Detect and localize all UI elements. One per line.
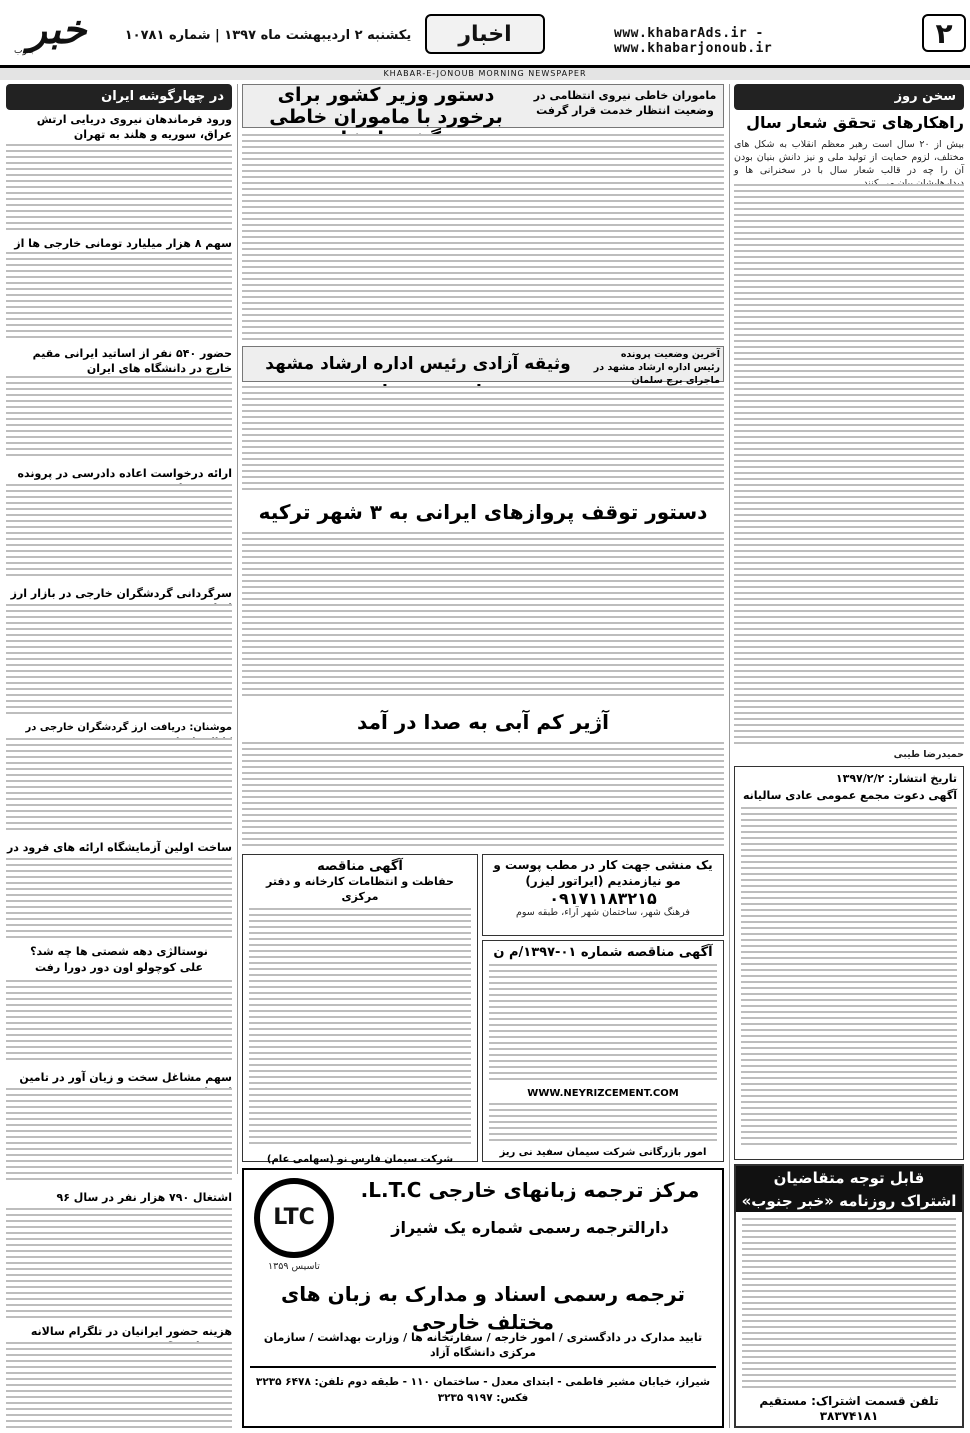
story2-body [242, 386, 724, 494]
ad-neyriz-text-2 [489, 1103, 717, 1143]
ad-secretary-phone: ۰۹۱۷۱۱۸۳۲۱۵ [549, 889, 657, 908]
strip-banner: KHABAR-E-JONOUB MORNING NEWSPAPER [0, 68, 970, 80]
meeting-notice [734, 766, 964, 1160]
ltc-line: تایید مدارک در دادگستری / امور خارجه / سفارتخانه ها / وزارت بهداشت / سازمان مرکزی دانشگاه آزاد [263, 1331, 703, 1359]
ad-neyriz-company: امور بازرگانی شرکت سیمان سفید نی ریز [499, 1147, 707, 1158]
meeting-title: آگهی دعوت مجمع عمومی عادی سالیانه [742, 789, 957, 802]
ltc-subtitle: دارالترجمه رسمی شماره یک شیراز [391, 1218, 669, 1237]
subscription-subtitle: اشتراک روزنامه «خبر جنوب» [736, 1190, 962, 1212]
ad-fars-company: شرکت سیمان فارس نو (سهامی عام) [266, 1154, 454, 1165]
section-title: اخبار [425, 14, 545, 54]
column-divider-right [729, 84, 730, 1428]
left-item-11-body [6, 1208, 232, 1318]
column-divider-left [237, 84, 238, 1174]
newspaper-logo: خبر [27, 6, 87, 53]
ltc-logo: LTC [254, 1178, 334, 1258]
left-item-4-body [6, 484, 232, 580]
ad-neyriz-tender [482, 940, 724, 1162]
left-item-3: حضور ۵۴۰ نفر از اساتید ایرانی مقیم خارج در دانشگاه های ایران [32, 347, 232, 375]
story1-body [242, 134, 724, 342]
story3-title: دستور توقف پروازهای ایرانی به ۳ شهر ترکیه [258, 500, 708, 524]
subscription-title: قابل توجه متقاضیان [736, 1166, 962, 1190]
ltc-address: شیراز، خیابان مشیر فاطمی - ابتدای معدل - ساختمان ۱۱۰ - طبقه دوم تلفن: ۶۴۷۸ ۳۲۳۵ فکس: ۹۱۹۷ ۳۲۳۵ [255, 1376, 711, 1404]
left-item-10-body [6, 1088, 232, 1184]
ltc-title: مرکز ترجمه زبانهای خارجی L.T.C. [360, 1178, 700, 1202]
ad-secretary [482, 854, 724, 936]
left-item-11: اشتغال ۷۹۰ هزار نفر در سال ۹۶ [56, 1191, 232, 1204]
issue-date: یکشنبه ۲ اردیبهشت ماه ۱۳۹۷ | شماره ۱۰۷۸۱ [124, 28, 412, 43]
subscription-box [734, 1164, 964, 1428]
editorial-body [734, 184, 964, 744]
left-item-5: سرگردانی گردشگران خارجی در بازار ارز [10, 587, 232, 600]
story2-kicker: آخرین وضعیت پرونده رئیس اداره ارشاد مشهد در ماجرای برج سلمان [593, 349, 720, 386]
editorial-author: حمیدرضا طیبی [893, 749, 964, 760]
ad-fars-text [249, 908, 471, 1148]
page-number: ۲ [922, 14, 966, 52]
left-item-12: هزینه حضور ایرانیان در تلگرام سالانه [30, 1325, 232, 1338]
left-item-2: سهم ۸ هزار میلیارد تومانی خارجی ها از [14, 237, 232, 250]
story4-body [242, 742, 724, 850]
ad-fars-tender [242, 854, 478, 1165]
ad-neyriz-site[interactable]: WWW.NEYRIZCEMENT.COM [527, 1088, 679, 1099]
left-item-9-body [6, 980, 232, 1064]
left-item-7-body [6, 858, 232, 938]
left-item-1: ورود فرماندهان نیروی دریایی ارتش عراق، سوریه و هلند به تهران [36, 113, 232, 141]
ad-ltc [242, 1168, 724, 1428]
left-item-4: ارائه درخواست اعاده دادرسی در پرونده [17, 467, 232, 480]
site-urls[interactable]: www.khabarAds.ir - www.khabarjonoub.ir [614, 26, 773, 56]
around-iran-label: در چهارگوشه ایران [6, 84, 232, 110]
newspaper-logo-sub: جنوب [14, 46, 36, 56]
story2-title: وثیقه آزادی رئیس اداره ارشاد مشهد [265, 354, 571, 374]
left-item-2-body [6, 252, 232, 340]
left-item-6: موشنان: دریافت ارز گردشگران خارجی در [25, 722, 232, 733]
left-item-5-body [6, 604, 232, 714]
story1-title: دستور وزیر کشور برای برخورد با ماموران خاطی [269, 84, 503, 128]
ad-neyriz-text [489, 964, 717, 1084]
subscription-text [742, 1218, 956, 1388]
editorial-title: راهکارهای تحقق شعار سال [746, 113, 964, 132]
left-item-12-body [6, 1342, 232, 1428]
meeting-text [741, 807, 957, 1147]
left-item-3-body [6, 376, 232, 460]
story3-body [242, 532, 724, 700]
left-item-9: علی کوچولو اون دور دورا رفت [34, 961, 203, 974]
editorial-intro: بیش از ۲۰ سال است رهبر معظم انقلاب به شکل های مختلف، لزوم حمایت از تولید ملی و نیز دانش بنیان بودن آن را چه در قالب شعار سال با در سخنرانی ها و [734, 139, 965, 176]
story1-kicker: ماموران خاطی نیروی انتظامی در وضعیت انتظار خدمت قرار گرفت [533, 89, 717, 117]
left-item-7: ساخت اولین آزمایشگاه ارائه های فرود در [6, 841, 232, 854]
left-item-6-body [6, 738, 232, 834]
ad-fars-subtitle: حفاظت و انتظامات کارخانه و دفتر مرکزی [266, 875, 454, 903]
ltc-divider [250, 1366, 716, 1368]
ad-secretary-title: یک منشی جهت کار در مطب پوست و مو نیازمندیم (ایراتور لیزر) [493, 858, 713, 888]
story4-title: آژیر کم آبی به صدا در آمد [357, 710, 609, 734]
subscription-phone: تلفن قسمت اشتراک: مستقیم ۳۸۳۷۴۱۸۱ [759, 1394, 939, 1423]
left-item-1-body [6, 144, 232, 230]
ltc-founded: تاسیس ۱۳۵۹ [268, 1261, 320, 1272]
meeting-date: تاریخ انتشار: ۱۳۹۷/۲/۲ [835, 772, 957, 785]
ad-neyriz-title: آگهی مناقصه شماره ۰۱-۱۳۹۷/م ن [493, 945, 713, 960]
ad-secretary-address: فرهنگ شهر، ساختمان شهر آراء، طبقه سوم [516, 907, 690, 918]
editorial-label: سخن روز [734, 84, 964, 110]
left-item-8: نوستالژی دهه شصتی ها چه شد؟ [30, 945, 208, 958]
ad-fars-title: آگهی مناقصه [317, 859, 403, 874]
ltc-slogan: ترجمه رسمی اسناد و مدارک به زبان های مختلف خارجی [280, 1282, 686, 1334]
left-item-10: سهم مشاغل سخت و زیان آور در تامین [19, 1071, 232, 1084]
